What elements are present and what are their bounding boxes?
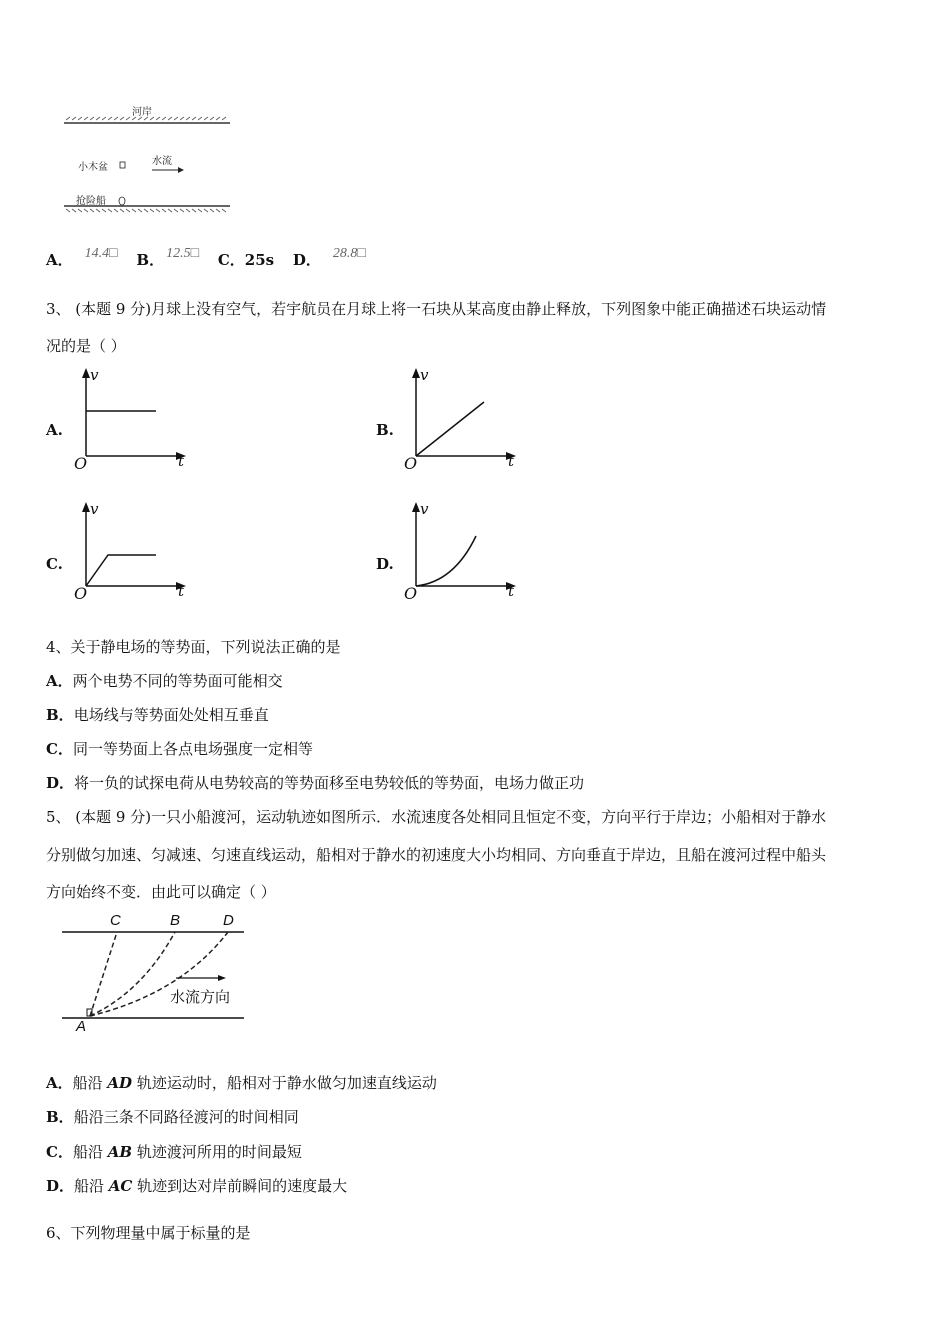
flow-direction-label: 水流方向 — [170, 988, 231, 1006]
graph-c-curve — [86, 555, 156, 586]
missing-glyph-icon: □ — [190, 246, 200, 261]
q2-opt-c-letter: C． — [217, 251, 245, 269]
missing-glyph-icon: □ — [109, 246, 118, 261]
water-label: 水流 — [152, 156, 172, 167]
wooden-basin-icon — [120, 162, 125, 168]
flow-arrowhead — [218, 975, 226, 981]
water-flow-arrowhead — [178, 167, 184, 173]
q3-graph-b-letter: B. — [376, 421, 394, 439]
bank-label: 河岸 — [132, 107, 152, 118]
q6-stem: 6、下列物理量中属于标量的是 — [46, 1224, 251, 1242]
q3-graph-d-letter: D. — [376, 555, 394, 573]
graph-d-curve — [416, 536, 476, 586]
q4-option-d: D．将一负的试探电荷从电势较高的等势面移至电势较低的等势面，电场力做正功 — [46, 774, 585, 792]
q3-graph-a-letter: A. — [46, 421, 63, 439]
q3-graph-b: v O t — [404, 366, 515, 473]
q2-opt-d-letter: D． — [292, 251, 321, 269]
q3-graph-c: v O t — [74, 500, 185, 603]
q5-option-d: D．船沿 AC 轨迹到达对岸前瞬间的速度最大 — [46, 1177, 348, 1195]
q3-graph-d: v O t — [404, 500, 515, 603]
rescue-label: 抢险船 — [76, 196, 106, 207]
q3-graph-a: v O t — [74, 366, 185, 473]
q2-opt-c-value: 25s — [244, 251, 275, 269]
missing-glyph-icon: □ — [357, 246, 366, 261]
point-c-label: C — [110, 912, 121, 929]
q3-graph-c-letter: C. — [46, 555, 63, 573]
q4-option-b: B．电场线与等势面处处相互垂直 — [46, 706, 269, 724]
basin-label: 小木盆 — [78, 162, 108, 173]
q3-line-2: 况的是（ ） — [46, 337, 126, 355]
point-b-label: B — [170, 912, 181, 929]
q2-options — [46, 246, 366, 272]
graph-b-curve — [416, 402, 484, 456]
q5-line-3: 方向始终不变．由此可以确定（ ） — [46, 883, 276, 901]
point-a-label: A — [76, 1018, 87, 1035]
q3-line-1: 3、 (本题 9 分)月球上没有空气，若宇航员在月球上将一石块从某高度由静止释放，下列图象中能正确描述石块运动情 — [46, 300, 827, 318]
q4-option-a: A．两个电势不同的等势面可能相交 — [46, 672, 283, 690]
q5-figure — [60, 912, 250, 1037]
q2-opt-a-value: 14.4 — [84, 246, 110, 261]
q5-option-b: B．船沿三条不同路径渡河的时间相同 — [46, 1108, 299, 1126]
q4-stem: 4、关于静电场的等势面，下列说法正确的是 — [46, 638, 341, 656]
q4-option-c: C．同一等势面上各点电场强度一定相等 — [46, 740, 313, 758]
q5-line-2: 分别做匀加速、匀减速、匀速直线运动，船相对于静水的初速度大小均相同、方向垂直于岸边，且船在渡河过程中船头 — [46, 846, 827, 864]
point-d-label: D — [223, 912, 234, 929]
q5-option-a: A．船沿 AD 轨迹运动时，船相对于静水做匀加速直线运动 — [46, 1074, 437, 1092]
q2-opt-b-letter: B． — [136, 251, 165, 269]
q2-figure — [60, 98, 235, 218]
q2-opt-b-value: 12.5 — [166, 246, 191, 261]
bottom-bank-hatch — [66, 209, 226, 212]
q2-opt-a-letter: A． — [46, 251, 73, 269]
rescue-boat-icon — [119, 197, 125, 205]
q2-opt-d-value: 28.8 — [332, 246, 358, 261]
q5-line-1: 5、 (本题 9 分)一只小船渡河，运动轨迹如图所示．水流速度各处相同且恒定不变，方向平行于岸边；小船相对于静水 — [46, 808, 827, 826]
q5-option-c: C．船沿 AB 轨迹渡河所用的时间最短 — [46, 1143, 302, 1161]
